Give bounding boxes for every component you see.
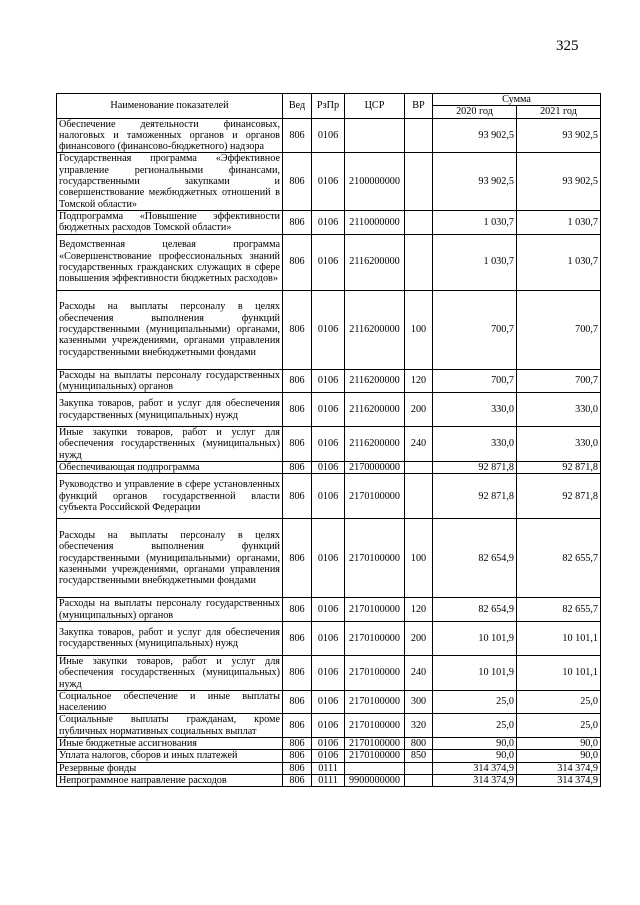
cell-vr bbox=[405, 462, 433, 474]
cell-y1: 90,0 bbox=[433, 750, 517, 762]
cell-y2: 314 374,9 bbox=[517, 762, 601, 774]
cell-name: Закупка товаров, работ и услуг для обеспечения государственных (муниципальных) нужд bbox=[57, 393, 283, 427]
table-row bbox=[57, 690, 601, 714]
cell-csr: 2170100000 bbox=[345, 474, 405, 519]
cell-vr bbox=[405, 762, 433, 774]
cell-csr: 2116200000 bbox=[345, 234, 405, 290]
cell-ved: 806 bbox=[283, 369, 312, 393]
cell-y1: 82 654,9 bbox=[433, 519, 517, 598]
cell-y2: 1 030,7 bbox=[517, 210, 601, 234]
header-ved: Вед bbox=[283, 94, 312, 119]
table-row bbox=[57, 153, 601, 210]
cell-y1: 330,0 bbox=[433, 427, 517, 462]
cell-ved: 806 bbox=[283, 474, 312, 519]
cell-vr: 200 bbox=[405, 393, 433, 427]
cell-csr: 2170100000 bbox=[345, 714, 405, 738]
cell-vr bbox=[405, 234, 433, 290]
cell-y1: 314 374,9 bbox=[433, 762, 517, 774]
cell-vr bbox=[405, 474, 433, 519]
cell-y1: 1 030,7 bbox=[433, 210, 517, 234]
cell-ved: 806 bbox=[283, 462, 312, 474]
table-row bbox=[57, 774, 601, 786]
cell-vr bbox=[405, 118, 433, 153]
cell-csr: 2170100000 bbox=[345, 690, 405, 714]
table-row bbox=[57, 598, 601, 622]
cell-name: Руководство и управление в сфере установленных функций органов государственной власти субъекта Российской Федерации bbox=[57, 474, 283, 519]
cell-y1: 314 374,9 bbox=[433, 774, 517, 786]
header-vr: ВР bbox=[405, 94, 433, 119]
cell-y1: 93 902,5 bbox=[433, 153, 517, 210]
cell-name: Иные закупки товаров, работ и услуг для обеспечения государственных (муниципальных) нужд bbox=[57, 655, 283, 690]
cell-vr: 240 bbox=[405, 655, 433, 690]
cell-name: Резервные фонды bbox=[57, 762, 283, 774]
cell-y2: 93 902,5 bbox=[517, 153, 601, 210]
cell-rzpr: 0106 bbox=[312, 750, 345, 762]
cell-csr: 9900000000 bbox=[345, 774, 405, 786]
cell-ved: 806 bbox=[283, 621, 312, 655]
cell-y2: 25,0 bbox=[517, 690, 601, 714]
cell-ved: 806 bbox=[283, 393, 312, 427]
cell-vr: 100 bbox=[405, 519, 433, 598]
cell-rzpr: 0111 bbox=[312, 762, 345, 774]
cell-y2: 25,0 bbox=[517, 714, 601, 738]
cell-rzpr: 0106 bbox=[312, 690, 345, 714]
budget-table bbox=[56, 93, 601, 787]
cell-name: Расходы на выплаты персоналу в целях обеспечения выполнения функций государственными (муниципальными) органами, казенными учреждениями, органами управления государственными внебюджетными фондами bbox=[57, 519, 283, 598]
cell-csr: 2170100000 bbox=[345, 750, 405, 762]
cell-ved: 806 bbox=[283, 210, 312, 234]
table-row bbox=[57, 290, 601, 369]
cell-ved: 806 bbox=[283, 762, 312, 774]
cell-y1: 82 654,9 bbox=[433, 598, 517, 622]
cell-y2: 10 101,1 bbox=[517, 655, 601, 690]
cell-csr: 2170100000 bbox=[345, 655, 405, 690]
cell-csr bbox=[345, 762, 405, 774]
cell-vr bbox=[405, 774, 433, 786]
header-year-2020: 2020 год bbox=[433, 106, 517, 118]
cell-y2: 92 871,8 bbox=[517, 474, 601, 519]
cell-csr: 2110000000 bbox=[345, 210, 405, 234]
cell-rzpr: 0106 bbox=[312, 369, 345, 393]
cell-rzpr: 0106 bbox=[312, 210, 345, 234]
table-row bbox=[57, 750, 601, 762]
cell-csr: 2116200000 bbox=[345, 290, 405, 369]
cell-y2: 82 655,7 bbox=[517, 519, 601, 598]
table-row bbox=[57, 210, 601, 234]
cell-ved: 806 bbox=[283, 598, 312, 622]
cell-name: Расходы на выплаты персоналу государственных (муниципальных) органов bbox=[57, 598, 283, 622]
cell-ved: 806 bbox=[283, 290, 312, 369]
cell-vr: 100 bbox=[405, 290, 433, 369]
cell-y2: 1 030,7 bbox=[517, 234, 601, 290]
cell-name: Обеспечение деятельности финансовых, налоговых и таможенных органов и органов финансового (финансово-бюджетного) надзора bbox=[57, 118, 283, 153]
cell-rzpr: 0106 bbox=[312, 714, 345, 738]
cell-name: Иные бюджетные ассигнования bbox=[57, 738, 283, 750]
cell-name: Социальное обеспечение и иные выплаты населению bbox=[57, 690, 283, 714]
cell-name: Расходы на выплаты персоналу государственных (муниципальных) органов bbox=[57, 369, 283, 393]
table-row bbox=[57, 738, 601, 750]
cell-y1: 93 902,5 bbox=[433, 118, 517, 153]
cell-ved: 806 bbox=[283, 714, 312, 738]
cell-csr: 2170100000 bbox=[345, 519, 405, 598]
cell-y1: 92 871,8 bbox=[433, 474, 517, 519]
cell-ved: 806 bbox=[283, 738, 312, 750]
table-header bbox=[57, 94, 601, 119]
cell-ved: 806 bbox=[283, 118, 312, 153]
cell-y1: 25,0 bbox=[433, 690, 517, 714]
cell-name: Уплата налогов, сборов и иных платежей bbox=[57, 750, 283, 762]
cell-y2: 314 374,9 bbox=[517, 774, 601, 786]
cell-ved: 806 bbox=[283, 153, 312, 210]
header-year-2021: 2021 год bbox=[517, 106, 601, 118]
table-row bbox=[57, 427, 601, 462]
cell-name: Непрограммное направление расходов bbox=[57, 774, 283, 786]
cell-ved: 806 bbox=[283, 655, 312, 690]
cell-rzpr: 0106 bbox=[312, 118, 345, 153]
cell-y2: 700,7 bbox=[517, 369, 601, 393]
cell-vr: 800 bbox=[405, 738, 433, 750]
cell-ved: 806 bbox=[283, 427, 312, 462]
cell-rzpr: 0111 bbox=[312, 774, 345, 786]
cell-ved: 806 bbox=[283, 234, 312, 290]
cell-rzpr: 0106 bbox=[312, 598, 345, 622]
cell-vr: 200 bbox=[405, 621, 433, 655]
cell-csr: 2116200000 bbox=[345, 427, 405, 462]
cell-name: Закупка товаров, работ и услуг для обеспечения государственных (муниципальных) нужд bbox=[57, 621, 283, 655]
cell-y2: 330,0 bbox=[517, 427, 601, 462]
cell-vr: 120 bbox=[405, 369, 433, 393]
header-name: Наименование показателей bbox=[57, 94, 283, 119]
table-row bbox=[57, 621, 601, 655]
cell-vr: 240 bbox=[405, 427, 433, 462]
cell-rzpr: 0106 bbox=[312, 290, 345, 369]
table-row bbox=[57, 474, 601, 519]
cell-name: Социальные выплаты гражданам, кроме публичных нормативных социальных выплат bbox=[57, 714, 283, 738]
table-row bbox=[57, 118, 601, 153]
cell-rzpr: 0106 bbox=[312, 474, 345, 519]
cell-y2: 93 902,5 bbox=[517, 118, 601, 153]
cell-name: Ведомственная целевая программа «Совершенствование профессиональных знаний государственных гражданских служащих в сфере повышения эффективности бюджетных расходов» bbox=[57, 234, 283, 290]
cell-y2: 330,0 bbox=[517, 393, 601, 427]
cell-ved: 806 bbox=[283, 750, 312, 762]
cell-y1: 330,0 bbox=[433, 393, 517, 427]
cell-y1: 1 030,7 bbox=[433, 234, 517, 290]
cell-csr: 2116200000 bbox=[345, 393, 405, 427]
table-row bbox=[57, 369, 601, 393]
cell-csr bbox=[345, 118, 405, 153]
cell-vr: 300 bbox=[405, 690, 433, 714]
cell-vr: 850 bbox=[405, 750, 433, 762]
cell-ved: 806 bbox=[283, 774, 312, 786]
cell-name: Иные закупки товаров, работ и услуг для обеспечения государственных (муниципальных) нужд bbox=[57, 427, 283, 462]
cell-rzpr: 0106 bbox=[312, 738, 345, 750]
cell-rzpr: 0106 bbox=[312, 393, 345, 427]
header-rzpr: РзПр bbox=[312, 94, 345, 119]
cell-vr: 120 bbox=[405, 598, 433, 622]
table-row bbox=[57, 519, 601, 598]
page-number: 325 bbox=[556, 38, 579, 54]
cell-y2: 82 655,7 bbox=[517, 598, 601, 622]
table-row bbox=[57, 462, 601, 474]
cell-rzpr: 0106 bbox=[312, 519, 345, 598]
cell-y2: 10 101,1 bbox=[517, 621, 601, 655]
cell-y1: 25,0 bbox=[433, 714, 517, 738]
table-row bbox=[57, 714, 601, 738]
cell-y2: 700,7 bbox=[517, 290, 601, 369]
table-row bbox=[57, 762, 601, 774]
table-body bbox=[57, 118, 601, 787]
header-csr: ЦСР bbox=[345, 94, 405, 119]
cell-vr: 320 bbox=[405, 714, 433, 738]
cell-csr: 2170100000 bbox=[345, 738, 405, 750]
cell-y1: 10 101,9 bbox=[433, 655, 517, 690]
cell-vr bbox=[405, 210, 433, 234]
cell-csr: 2116200000 bbox=[345, 369, 405, 393]
cell-csr: 2100000000 bbox=[345, 153, 405, 210]
table-row bbox=[57, 393, 601, 427]
cell-ved: 806 bbox=[283, 690, 312, 714]
cell-y1: 90,0 bbox=[433, 738, 517, 750]
cell-name: Государственная программа «Эффективное управление региональными финансами, государственными закупками и совершенствование межбюджетных отношений в Томской области» bbox=[57, 153, 283, 210]
cell-name: Обеспечивающая подпрограмма bbox=[57, 462, 283, 474]
table-row bbox=[57, 655, 601, 690]
cell-csr: 2170100000 bbox=[345, 621, 405, 655]
cell-rzpr: 0106 bbox=[312, 655, 345, 690]
cell-y1: 700,7 bbox=[433, 369, 517, 393]
cell-rzpr: 0106 bbox=[312, 153, 345, 210]
cell-y1: 10 101,9 bbox=[433, 621, 517, 655]
cell-rzpr: 0106 bbox=[312, 621, 345, 655]
cell-y1: 700,7 bbox=[433, 290, 517, 369]
cell-y1: 92 871,8 bbox=[433, 462, 517, 474]
cell-y2: 90,0 bbox=[517, 738, 601, 750]
cell-rzpr: 0106 bbox=[312, 234, 345, 290]
cell-name: Подпрограмма «Повышение эффективности бюджетных расходов Томской области» bbox=[57, 210, 283, 234]
cell-ved: 806 bbox=[283, 519, 312, 598]
cell-name: Расходы на выплаты персоналу в целях обеспечения выполнения функций государственными (муниципальными) органами, казенными учреждениями, органами управления государственными внебюджетными фондами bbox=[57, 290, 283, 369]
cell-rzpr: 0106 bbox=[312, 427, 345, 462]
cell-y2: 92 871,8 bbox=[517, 462, 601, 474]
cell-csr: 2170000000 bbox=[345, 462, 405, 474]
cell-vr bbox=[405, 153, 433, 210]
table-row bbox=[57, 234, 601, 290]
cell-rzpr: 0106 bbox=[312, 462, 345, 474]
cell-y2: 90,0 bbox=[517, 750, 601, 762]
cell-csr: 2170100000 bbox=[345, 598, 405, 622]
header-sum: Сумма bbox=[433, 94, 601, 106]
